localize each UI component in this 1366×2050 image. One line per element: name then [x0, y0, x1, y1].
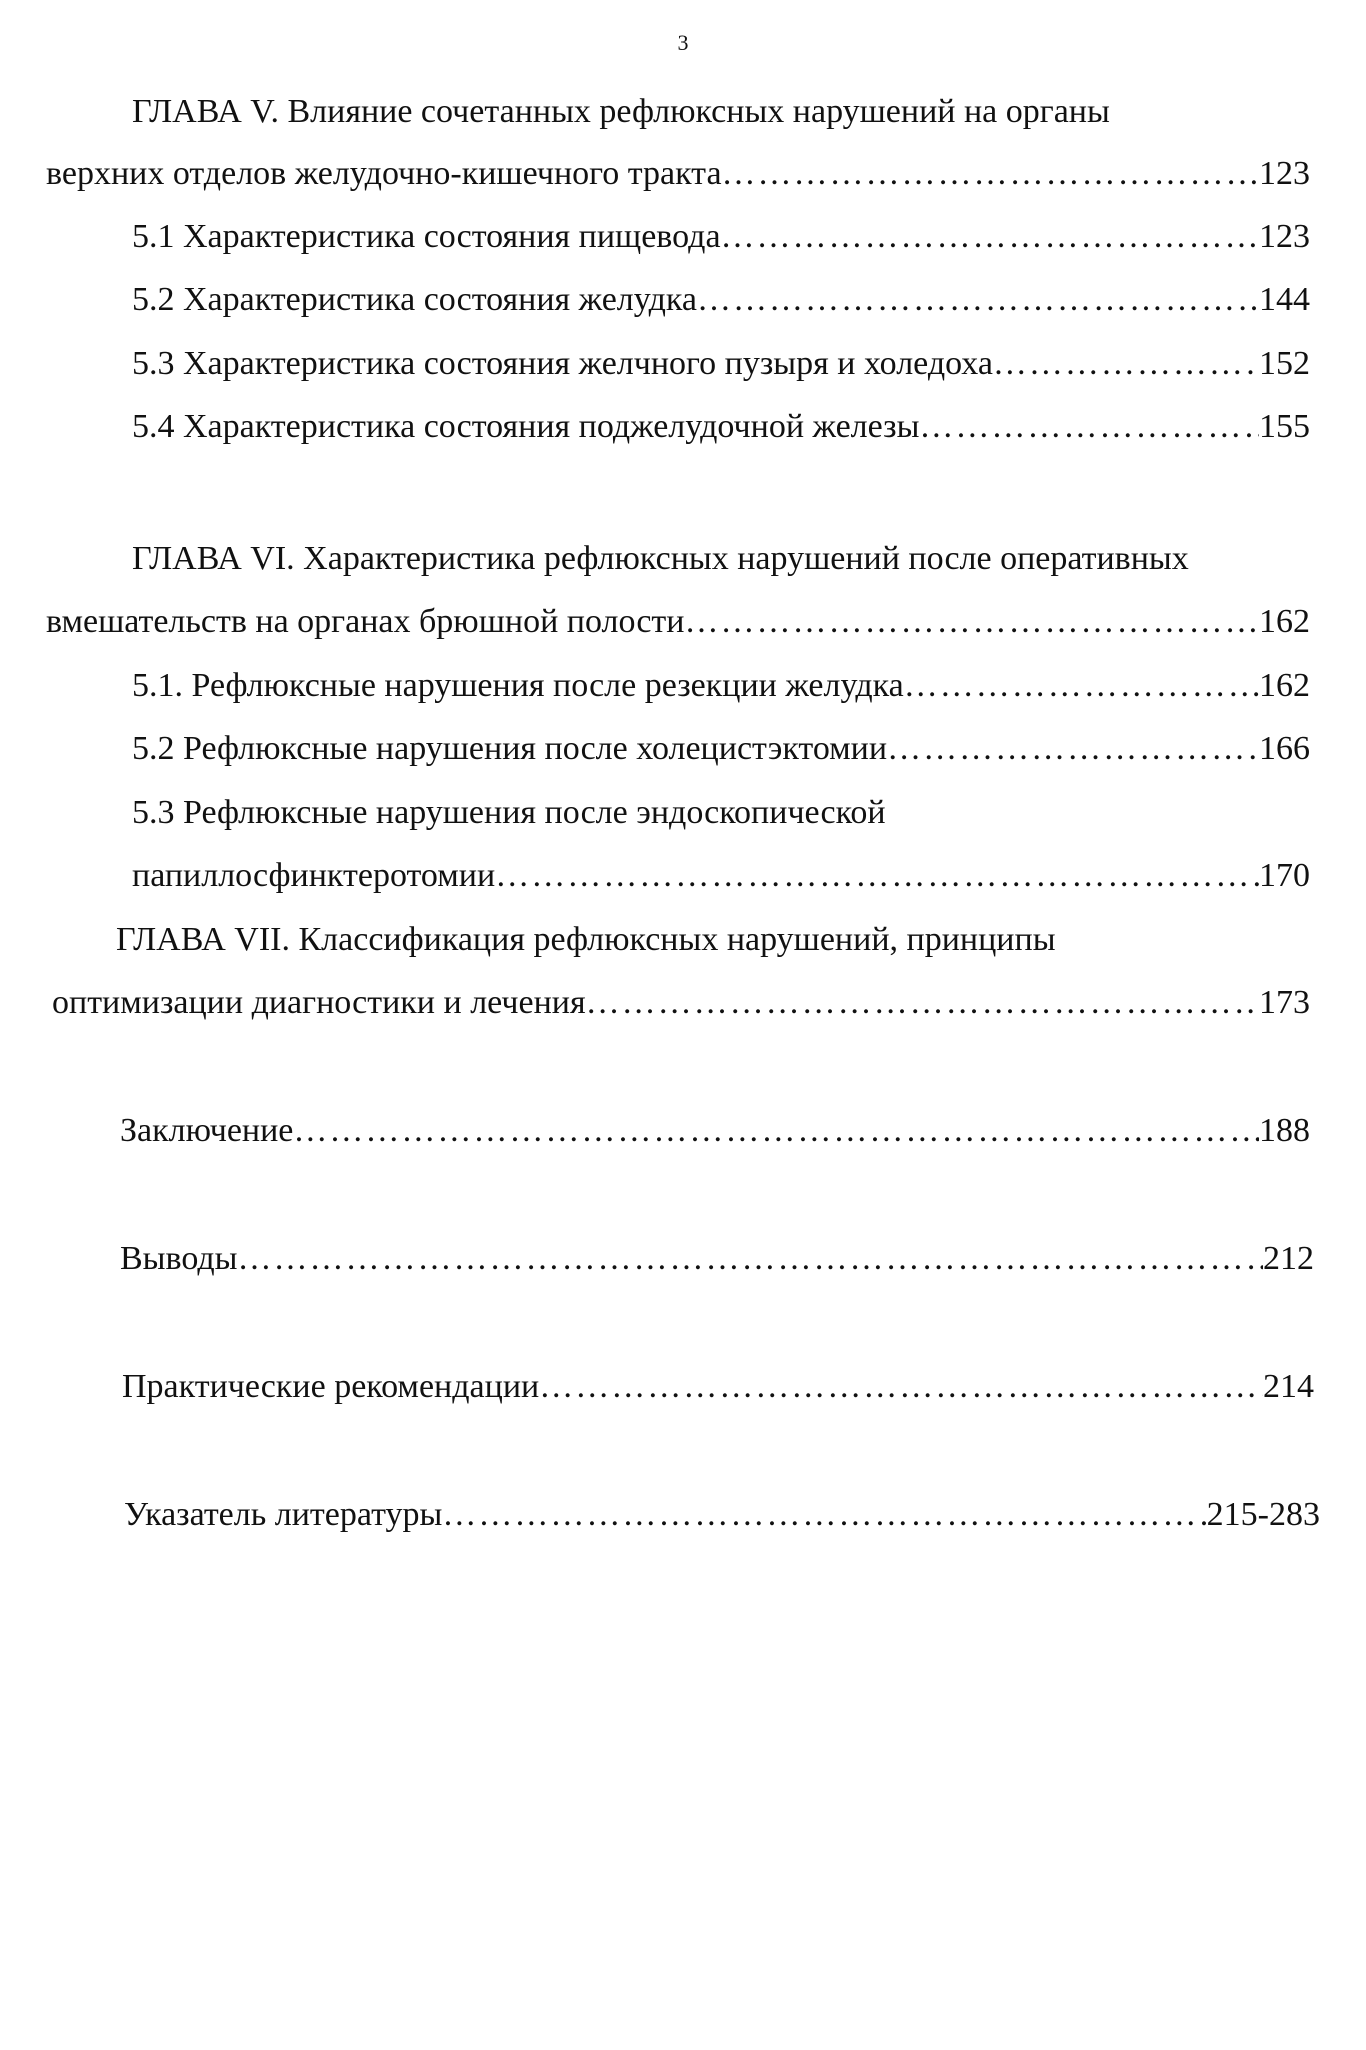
- toc-entry-conclusion: [120, 1107, 1310, 1155]
- toc-entry-title: 5.2 Характеристика состояния желудка: [132, 281, 698, 318]
- leader-dots: [442, 1491, 1206, 1539]
- toc-entry-page: 123: [1259, 218, 1310, 255]
- chapter-5-heading: ГЛАВА V. Влияние сочетанных рефлюксных нарушений на органы: [132, 93, 1110, 130]
- toc-entry-page: 162: [1259, 603, 1310, 640]
- toc-entry-title: Заключение: [120, 1112, 294, 1149]
- leader-dots: [495, 852, 1259, 900]
- toc-entry-page: 214: [1263, 1368, 1314, 1405]
- leader-dots: [919, 403, 1259, 451]
- toc-entry-title: 5.3 Характеристика состояния желчного пузыря и холедоха: [132, 345, 993, 382]
- toc-entry-chapter-7: [52, 979, 1310, 1027]
- leader-dots: [293, 1107, 1259, 1155]
- toc-entry-chapter-6: [46, 598, 1310, 646]
- leader-dots: [721, 213, 1259, 261]
- toc-entry-page: 152: [1259, 345, 1310, 382]
- toc-entry-title: 5.4 Характеристика состояния поджелудочной железы: [132, 408, 920, 445]
- toc-entry-page: 170: [1259, 857, 1310, 894]
- toc-entry-page: 123: [1259, 155, 1310, 192]
- toc-entry-6-3-line1: 5.3 Рефлюксные нарушения после эндоскопической: [132, 794, 886, 831]
- leader-dots: [887, 725, 1259, 773]
- toc-entry-title: вмешательств на органах брюшной полости: [46, 603, 685, 640]
- toc-entry-title: Указатель литературы: [124, 1496, 443, 1533]
- leader-dots: [539, 1363, 1263, 1411]
- chapter-6-heading: ГЛАВА VI. Характеристика рефлюксных нарушений после оперативных: [132, 540, 1189, 577]
- leader-dots: [993, 340, 1259, 388]
- page-number: 3: [677, 30, 689, 55]
- toc-entry-5-2: [132, 276, 1310, 324]
- leader-dots: [722, 150, 1259, 198]
- toc-entry-page: 162: [1259, 667, 1310, 704]
- toc-entry-title: Выводы: [120, 1240, 238, 1277]
- toc-entry-page: 215-283: [1206, 1496, 1320, 1533]
- toc-entry-title: папиллосфинктеротомии: [132, 857, 496, 894]
- toc-entry-page: 166: [1259, 730, 1310, 767]
- toc-entry-title: 5.1 Характеристика состояния пищевода: [132, 218, 721, 255]
- toc-entry-title: Практические рекомендации: [122, 1368, 540, 1405]
- toc-entry-recommendations: [122, 1363, 1314, 1411]
- leader-dots: [238, 1235, 1263, 1283]
- toc-entry-5-1: [132, 213, 1310, 261]
- leader-dots: [586, 979, 1259, 1027]
- toc-entry-5-3: [132, 340, 1310, 388]
- leader-dots: [697, 276, 1259, 324]
- toc-entry-page: 188: [1259, 1112, 1310, 1149]
- toc-entry-page: 212: [1263, 1240, 1314, 1277]
- toc-entry-chapter-5: [46, 150, 1310, 198]
- toc-entry-title: 5.1. Рефлюксные нарушения после резекции желудка: [132, 667, 904, 704]
- toc-entry-findings: [120, 1235, 1314, 1283]
- toc-entry-title: оптимизации диагностики и лечения: [52, 984, 586, 1021]
- leader-dots: [904, 662, 1259, 710]
- toc-entry-6-2: [132, 725, 1310, 773]
- chapter-7-heading: ГЛАВА VII. Классификация рефлюксных нарушений, принципы: [116, 921, 1056, 958]
- toc-entry-title: 5.2 Рефлюксные нарушения после холецистэктомии: [132, 730, 888, 767]
- toc-entry-page: 155: [1259, 408, 1310, 445]
- toc-entry-6-1: [132, 662, 1310, 710]
- toc-entry-references: [124, 1491, 1320, 1539]
- toc-entry-6-3: [132, 852, 1310, 900]
- toc-entry-page: 173: [1259, 984, 1310, 1021]
- leader-dots: [684, 598, 1259, 646]
- toc-entry-page: 144: [1259, 281, 1310, 318]
- toc-entry-title: верхних отделов желудочно-кишечного тракта: [46, 155, 722, 192]
- toc-entry-5-4: [132, 403, 1310, 451]
